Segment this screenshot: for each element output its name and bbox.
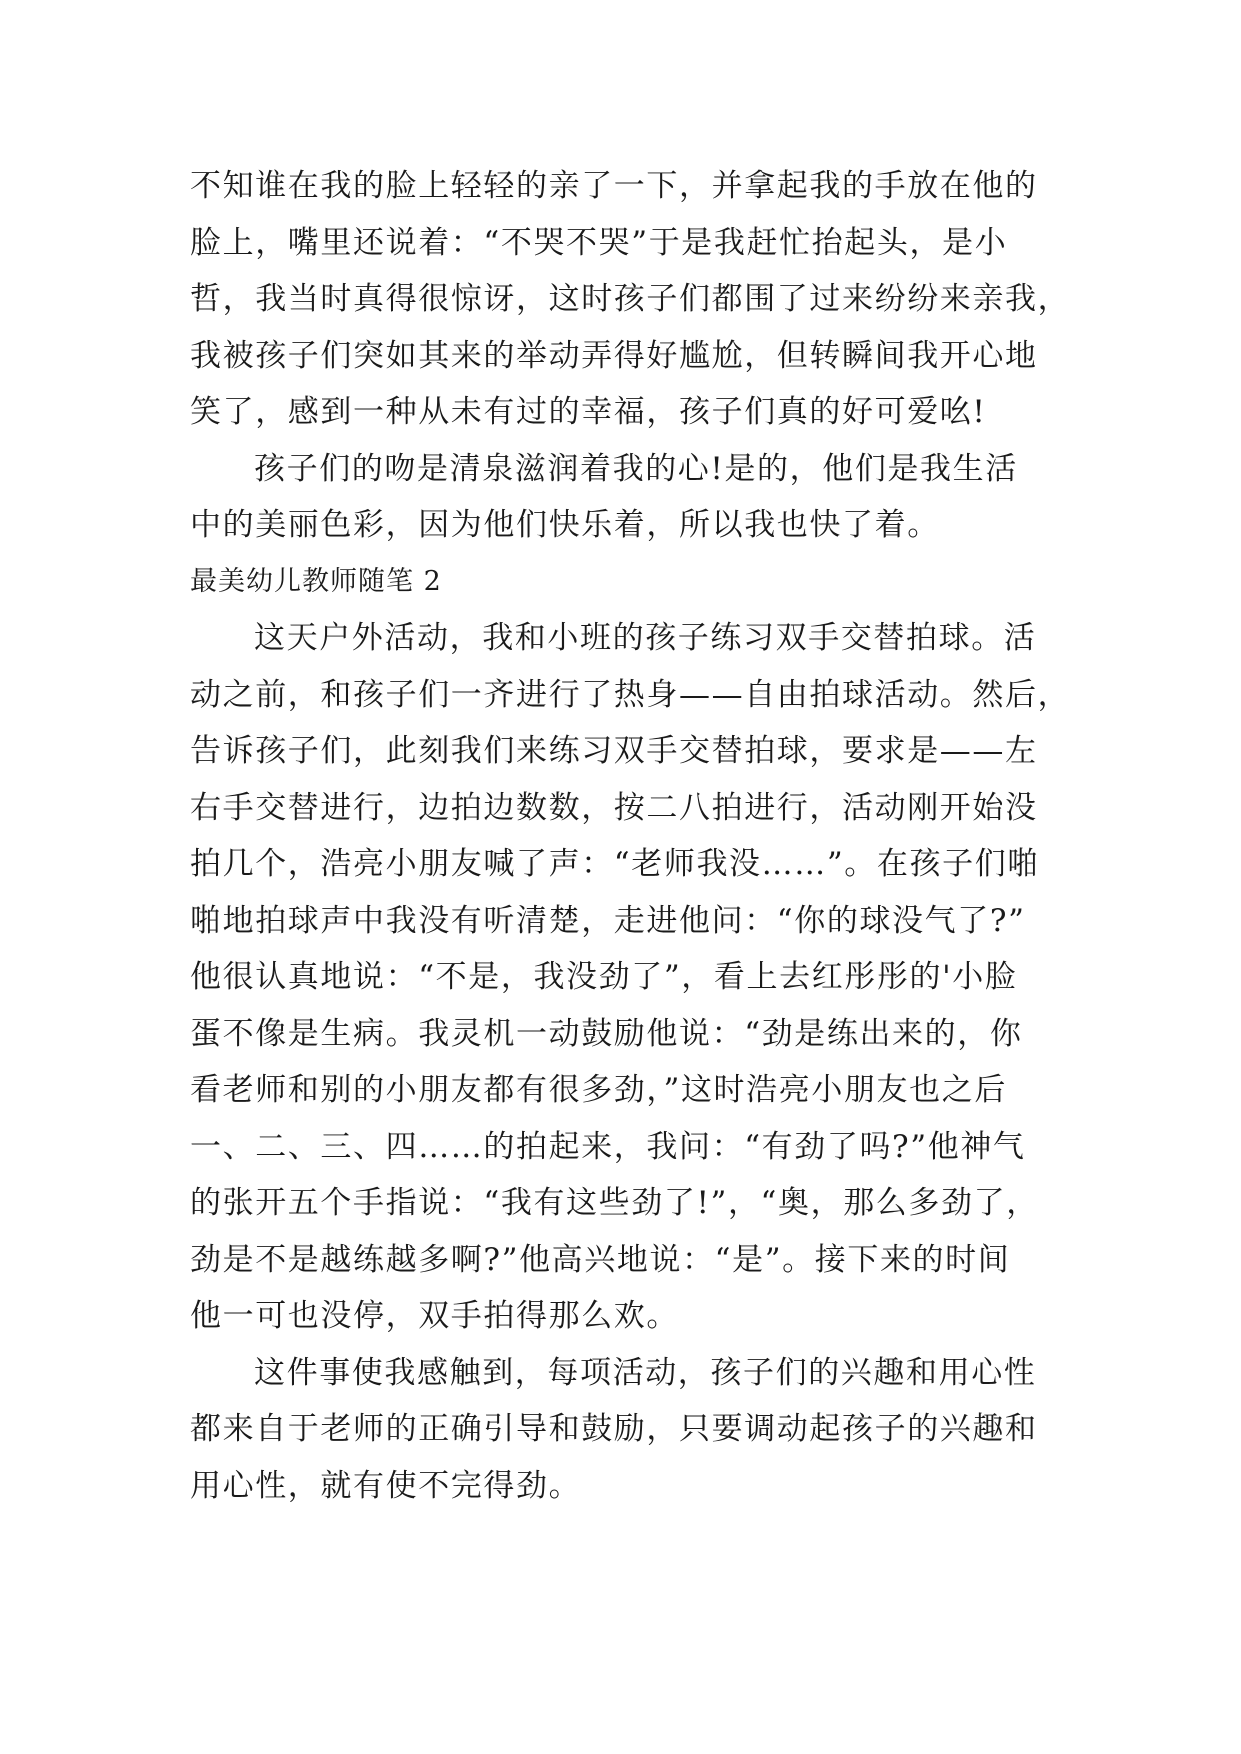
paragraph-3-line-12: 劲是不是越练越多啊?”他高兴地说：“是”。接下来的时间 — [190, 1241, 1011, 1278]
paragraph-4-line-1: 这件事使我感触到，每项活动，孩子们的兴趣和用心性 — [254, 1354, 1037, 1391]
paragraph-1-line-5: 笑了，感到一种从未有过的幸福，孩子们真的好可爱吆! — [190, 394, 987, 430]
paragraph-1-line-1: 不知谁在我的脸上轻轻的亲了一下，并拿起我的手放在他的 — [190, 168, 1038, 204]
paragraph-3-line-13: 他一可也没停，双手拍得那么欢。 — [190, 1298, 679, 1334]
paragraph-3-line-9: 看老师和别的小朋友都有很多劲，”这时浩亮小朋友也之后 — [190, 1072, 1007, 1108]
paragraph-3-line-7: 他很认真地说：“不是，我没劲了”，看上去红彤彤的'小脸 — [190, 959, 1018, 995]
paragraph-3-line-1: 这天户外活动，我和小班的孩子练习双手交替拍球。活 — [254, 620, 1037, 656]
paragraph-3-line-3: 告诉孩子们，此刻我们来练习双手交替拍球，要求是——左 — [190, 733, 1038, 769]
paragraph-3-line-6: 啪地拍球声中我没有听清楚，走进他问：“你的球没气了?” — [190, 902, 1026, 939]
paragraph-2-line-1: 孩子们的吻是清泉滋润着我的心!是的，他们是我生活 — [254, 450, 1018, 487]
paragraph-1-line-4: 我被孩子们突如其来的举动弄得好尴尬，但转瞬间我开心地 — [190, 337, 1038, 374]
paragraph-1-line-3: 哲，我当时真得很惊讶，这时孩子们都围了过来纷纷来亲我， — [190, 281, 1071, 317]
paragraph-3-line-5: 拍几个，浩亮小朋友喊了声：“老师我没……”。在孩子们啪 — [190, 846, 1040, 882]
document-body — [190, 158, 1071, 1514]
paragraph-3-line-8: 蛋不像是生病。我灵机一动鼓励他说：“劲是练出来的，你 — [190, 1015, 1023, 1052]
paragraph-4-line-3: 用心性，就有使不完得劲。 — [190, 1467, 582, 1504]
paragraph-3-line-11: 的张开五个手指说：“我有这些劲了!”，“奥，那么多劲了， — [190, 1185, 1039, 1221]
paragraph-4-line-2: 都来自于老师的正确引导和鼓励，只要调动起孩子的兴趣和 — [190, 1411, 1038, 1447]
paragraph-3-line-2: 动之前，和孩子们一齐进行了热身——自由拍球活动。然后， — [190, 676, 1071, 713]
paragraph-3-line-4: 右手交替进行，边拍边数数，按二八拍进行，活动刚开始没 — [190, 789, 1038, 826]
paragraph-3-line-10: 一、二、三、四……的拍起来，我问：“有劲了吗?”他神气 — [190, 1128, 1026, 1165]
paragraph-1-line-2: 脸上，嘴里还说着：“不哭不哭”于是我赶忙抬起头，是小 — [190, 224, 1008, 261]
paragraph-2-line-2: 中的美丽色彩，因为他们快乐着，所以我也快了着。 — [190, 507, 940, 543]
section-heading: 最美幼儿教师随笔 2 — [190, 565, 442, 597]
